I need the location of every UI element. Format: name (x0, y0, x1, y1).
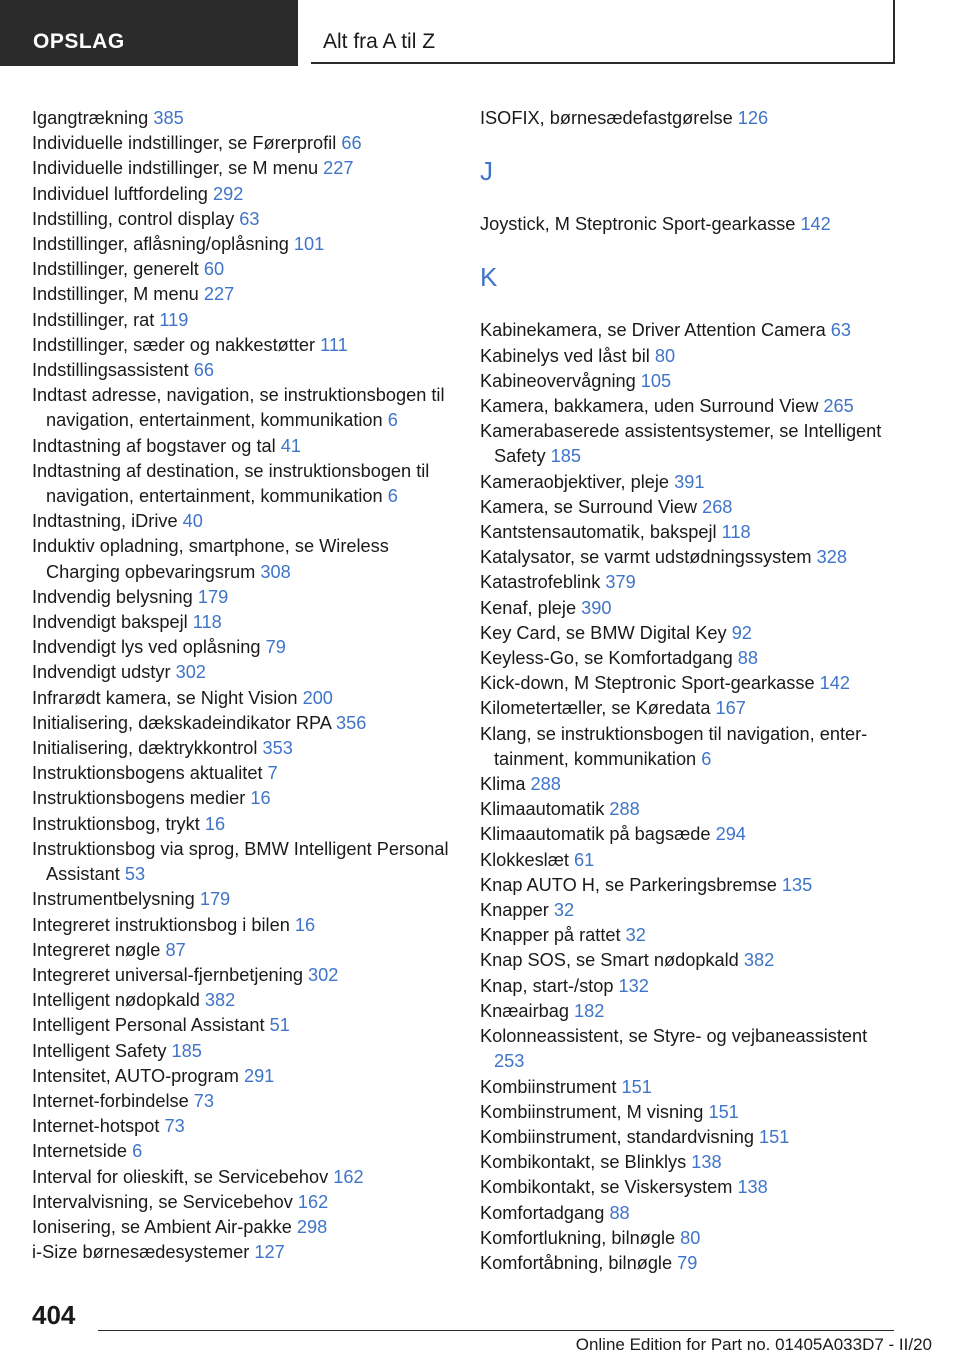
index-entry-text: Kamera, bakkamera, uden Surround View (480, 396, 819, 417)
index-entry (32, 131, 452, 156)
index-entry-text: Intelligent Safety (32, 1040, 167, 1061)
page-reference-link[interactable]: 127 (254, 1242, 285, 1263)
page-reference-link[interactable]: 390 (581, 597, 612, 618)
index-entry-text: Integreret nøgle (32, 939, 161, 960)
index-entry (32, 837, 452, 887)
page-reference-link[interactable]: 288 (609, 799, 640, 820)
page-reference-link[interactable]: 80 (680, 1227, 701, 1248)
index-entry-text: Knæairbag (480, 1000, 569, 1021)
page-reference-link[interactable]: 288 (530, 774, 561, 795)
index-entry-text: Kabinelys ved låst bil (480, 345, 650, 366)
index-entry-text: Komfortlukning, bilnøgle (480, 1227, 676, 1248)
index-entry-text: Katalysator, se varmt udstødningssystem (480, 547, 812, 568)
page-reference-link[interactable]: 179 (199, 889, 231, 910)
index-entry (32, 686, 452, 711)
index-entry-text: Kameraobjektiver, pleje (480, 471, 670, 492)
index-entry (32, 988, 452, 1013)
index-group-k (480, 318, 900, 1276)
page-reference-link[interactable]: 105 (640, 370, 672, 391)
page-reference-link[interactable]: 79 (677, 1252, 698, 1273)
index-entry (480, 344, 900, 369)
index-entry (480, 419, 900, 469)
index-letter-k: K (480, 262, 498, 293)
index-entry-text: Indtast adresse, navigation, se instruktionsbogen til navigation, entertainment, kommunikation (32, 385, 445, 431)
index-entry (480, 1175, 900, 1200)
index-entry-text: Internet-forbindelse (32, 1090, 189, 1111)
index-entry-text: Instruktionsbogens aktualitet (32, 763, 263, 784)
edition-note: Online Edition for Part no. 01405A033D7 - II/20 (575, 1335, 932, 1354)
page-reference-link[interactable]: 135 (781, 874, 813, 895)
index-entry-text: Indtastning, iDrive (32, 511, 178, 532)
index-entry-text: Knap, start-/stop (480, 975, 614, 996)
index-entry (480, 797, 900, 822)
index-entry (480, 1150, 900, 1175)
page-reference-link[interactable]: 308 (260, 561, 291, 582)
index-entry-text: Instruktionsbog via sprog, BMW Intelligent Personal Assistant (32, 838, 449, 885)
index-entry-text: Internet-hotspot (32, 1116, 160, 1137)
index-entry (480, 999, 900, 1024)
index-letter-j: J (480, 156, 493, 187)
index-entry-text: Infrarødt kamera, se Night Vision (32, 687, 298, 708)
index-entry (480, 974, 900, 999)
index-entry-text: ISOFIX, børnesædefastgørelse (480, 108, 733, 128)
index-entry-text: Knap AUTO H, se Parkeringsbremse (480, 874, 777, 895)
index-entry-text: Indvendigt udstyr (32, 662, 171, 683)
page-reference-link[interactable]: 51 (269, 1015, 290, 1036)
index-entry (480, 1251, 900, 1276)
index-column-left (32, 106, 452, 1265)
index-entry (32, 1190, 452, 1215)
index-entry (32, 333, 452, 358)
index-entry-text: Kick-down, M Steptronic Sport-gearkasse (480, 673, 815, 694)
page-reference-link[interactable]: 302 (308, 964, 339, 985)
index-entry (480, 898, 900, 923)
index-entry (32, 358, 452, 383)
page-reference-link[interactable]: 73 (164, 1116, 185, 1137)
index-entry-text: Instrumentbelysning (32, 889, 195, 910)
index-entry-text: Komfortåbning, bilnøgle (480, 1252, 673, 1273)
index-entry (480, 1201, 900, 1226)
index-entry-text: Indstillinger, aflåsning/oplåsning (32, 234, 289, 255)
page-reference-link[interactable]: 92 (731, 622, 752, 643)
page-reference-link[interactable]: 119 (159, 309, 189, 330)
index-entry-text: Komfortadgang (480, 1202, 605, 1223)
index-entry (480, 570, 900, 595)
page-reference-link[interactable]: 162 (333, 1166, 364, 1187)
index-entry (32, 434, 452, 459)
index-entry-text: Knapper på rattet (480, 925, 621, 946)
page-reference-link[interactable]: 268 (702, 496, 733, 517)
index-group-j (480, 212, 900, 237)
page-reference-link[interactable]: 227 (203, 284, 235, 305)
index-entry (480, 1226, 900, 1251)
footer-divider (98, 1330, 894, 1331)
index-entry (32, 207, 452, 232)
index-entry (32, 232, 452, 257)
index-entry-text: Klima (480, 774, 526, 795)
page-reference-link[interactable]: 379 (605, 572, 636, 593)
page-number: 404 (32, 1300, 76, 1330)
index-entry (32, 1039, 452, 1064)
index-entry-text: Indstillinger, M menu (32, 284, 199, 305)
page-reference-link[interactable]: 298 (296, 1216, 328, 1237)
index-entry-text: Igangtrækning (32, 108, 149, 128)
index-entry (32, 938, 452, 963)
index-entry-text: Kabinekamera, se Driver Attention Camera (480, 320, 826, 341)
index-entry (480, 495, 900, 520)
page-reference-link[interactable]: 142 (819, 673, 851, 694)
page-reference-link[interactable]: 61 (574, 849, 595, 870)
page-reference-link[interactable]: 63 (239, 208, 260, 229)
index-entry (480, 1125, 900, 1150)
page-reference-link[interactable]: 88 (737, 648, 759, 669)
index-entry (32, 786, 452, 811)
index-entry-text: Knap SOS, se Smart nødopkald (480, 950, 739, 971)
index-entry (480, 722, 900, 772)
page-reference-link[interactable]: 182 (574, 1000, 605, 1021)
page-reference-link[interactable]: 353 (262, 738, 293, 759)
page-reference-link[interactable]: 101 (293, 234, 325, 255)
index-entry (480, 1075, 900, 1100)
index-entry-text: Indvendigt bakspejl (32, 612, 188, 633)
index-entry (32, 1089, 452, 1114)
page-reference-link[interactable]: 265 (823, 396, 854, 417)
page-reference-link[interactable]: 132 (618, 975, 649, 996)
page-reference-link[interactable]: 253 (494, 1051, 525, 1072)
index-entry-text: Kombiinstrument, standardvisning (480, 1126, 754, 1147)
index-entry-text: Indtastning af bogstaver og tal (32, 435, 276, 456)
index-group-i-continued (480, 106, 900, 131)
page-reference-link[interactable]: 73 (193, 1090, 215, 1111)
index-entry-text: Klang, se instruktionsbogen til navigation, entertainment, kommunikation (480, 723, 868, 769)
page-reference-link[interactable]: 16 (204, 813, 226, 834)
index-entry-text: Induktiv opladning, smartphone, se Wireless Charging opbevaringsrum (32, 536, 389, 582)
index-entry (480, 772, 900, 797)
page-reference-link[interactable]: 162 (297, 1191, 329, 1212)
page-reference-link[interactable]: 32 (553, 900, 575, 921)
index-entry-text: Indstillinger, rat (32, 309, 155, 330)
page-reference-link[interactable]: 80 (654, 345, 676, 366)
page-reference-link[interactable]: 292 (213, 183, 244, 204)
page-reference-link[interactable]: 185 (171, 1040, 202, 1061)
index-entry-text: Intelligent nødopkald (32, 990, 200, 1011)
index-entry-text: Integreret universal-fjernbetjening (32, 964, 303, 985)
index-column-right (480, 106, 900, 1276)
index-entry-text: Kombiinstrument, M visning (480, 1101, 704, 1122)
index-entry (32, 106, 452, 131)
index-entry (32, 1013, 452, 1038)
page-reference-link[interactable]: 200 (302, 687, 333, 708)
page-reference-link[interactable]: 6 (387, 486, 398, 507)
index-entry-text: Initialisering, dæktrykkontrol (32, 738, 258, 759)
page-reference-link[interactable]: 151 (708, 1101, 739, 1122)
index-entry-text: Joystick, M Steptronic Sport-gearkasse (480, 214, 796, 235)
index-entry (32, 1064, 452, 1089)
index-entry-text: Katastrofeblink (480, 572, 601, 593)
index-entry (480, 822, 900, 847)
index-entry (480, 873, 900, 898)
index-entry (480, 212, 900, 237)
index-entry (32, 963, 452, 988)
index-entry-text: Indstillingsassistent (32, 360, 189, 381)
page-header (0, 0, 960, 66)
page-reference-link[interactable]: 63 (830, 320, 852, 341)
index-entry-text: Klimaautomatik (480, 799, 605, 820)
index-entry-text: Intensitet, AUTO-program (32, 1065, 239, 1086)
page-reference-link[interactable]: 6 (132, 1141, 143, 1162)
index-entry-text: Ionisering, se Ambient Air-pakke (32, 1216, 292, 1237)
page-reference-link[interactable]: 6 (701, 748, 712, 769)
index-entry-text: Klimaautomatik på bagsæde (480, 824, 711, 845)
index-entry-text: Indvendig belysning (32, 586, 193, 607)
index-entry (32, 635, 452, 660)
page-reference-link[interactable]: 294 (715, 824, 746, 845)
chapter-title: Alt fra A til Z (323, 30, 436, 53)
index-entry-text: Kamera, se Surround View (480, 496, 698, 517)
index-entry (32, 534, 452, 584)
index-entry (32, 1114, 452, 1139)
index-entry-text: Individuelle indstillinger, se Førerprofil (32, 133, 337, 154)
index-entry-text: i-Size børnesædesystemer (32, 1242, 250, 1263)
page-reference-link[interactable]: 66 (341, 133, 362, 154)
index-entry (32, 711, 452, 736)
page-reference-link[interactable]: 138 (691, 1152, 722, 1173)
index-entry (480, 696, 900, 721)
index-entry-text: Indstillinger, generelt (32, 259, 199, 280)
index-entry (480, 545, 900, 570)
page-reference-link[interactable]: 167 (715, 698, 746, 719)
index-entry-text: Interval for olieskift, se Servicebehov (32, 1166, 329, 1187)
index-entry-text: Individuel luftfordeling (32, 183, 208, 204)
index-entry-text: Knapper (480, 900, 549, 921)
index-entry-text: Kenaf, pleje (480, 597, 577, 618)
page-reference-link[interactable]: 291 (243, 1065, 275, 1086)
index-entry (480, 394, 900, 419)
index-entry (32, 257, 452, 282)
index-entry (32, 182, 452, 207)
page-reference-link[interactable]: 138 (737, 1177, 768, 1198)
page-reference-link[interactable]: 111 (320, 334, 348, 355)
index-entry (32, 383, 452, 433)
index-entry (32, 308, 452, 333)
index-entry (32, 610, 452, 635)
page-reference-link[interactable]: 382 (204, 990, 236, 1011)
index-entry-text: Indstillinger, sæder og nakkestøtter (32, 334, 316, 355)
page-reference-link[interactable]: 53 (124, 864, 146, 885)
index-entry-text: Kombikontakt, se Viskersystem (480, 1177, 733, 1198)
index-entry-text: Kolonneassistent, se Styre- og vejbaneassistent (480, 1026, 868, 1047)
index-entry (32, 736, 452, 761)
index-entry-text: Kabineovervågning (480, 370, 636, 391)
index-entry (480, 470, 900, 495)
index-entry-text: Keyless-Go, se Komfortadgang (480, 648, 733, 669)
index-entry-text: Individuelle indstillinger, se M menu (32, 158, 319, 179)
page-reference-link[interactable]: 16 (294, 914, 316, 935)
index-entry-text: Klokkeslæt (480, 849, 569, 870)
page-reference-link[interactable]: 87 (165, 939, 186, 960)
index-entry-text: Initialisering, dækskadeindikator RPA (32, 712, 331, 733)
page-reference-link[interactable]: 151 (759, 1126, 790, 1147)
page-reference-link[interactable]: 7 (267, 763, 278, 784)
index-entry (32, 913, 452, 938)
index-entry (32, 156, 452, 181)
index-entry-text: Integreret instruktionsbog i bilen (32, 914, 290, 935)
index-entry-text: Kombikontakt, se Blinklys (480, 1152, 687, 1173)
index-entry (480, 596, 900, 621)
page-reference-link[interactable]: 356 (335, 712, 367, 733)
index-entry-text: Intervalvisning, se Servicebehov (32, 1191, 293, 1212)
page-reference-link[interactable]: 302 (175, 662, 206, 683)
page-reference-link[interactable]: 16 (250, 788, 271, 809)
page-reference-link[interactable]: 142 (800, 214, 831, 235)
index-entry (480, 1024, 900, 1074)
page-reference-link[interactable]: 88 (609, 1202, 630, 1223)
index-entry (480, 369, 900, 394)
index-entry (32, 1139, 452, 1164)
page-reference-link[interactable]: 6 (387, 410, 398, 431)
index-entry (32, 585, 452, 610)
index-entry-text: Instruktionsbog, trykt (32, 813, 200, 834)
section-tab (0, 0, 298, 66)
index-entry (480, 318, 900, 343)
index-entry (480, 848, 900, 873)
page-reference-link[interactable]: 118 (721, 522, 751, 543)
index-entry (32, 887, 452, 912)
page-reference-link[interactable]: 385 (153, 108, 184, 128)
page-reference-link[interactable]: 66 (193, 360, 214, 381)
index-entry (32, 1215, 452, 1240)
index-entry-text: Indstilling, control display (32, 208, 235, 229)
index-entry-text: Kombiinstrument (480, 1076, 617, 1097)
index-entry (32, 459, 452, 509)
page-reference-link[interactable]: 79 (265, 637, 286, 658)
index-entry (480, 520, 900, 545)
index-entry-text: Indtastning af destination, se instruktionsbogen til navigation, entertainment, kommunikation (32, 460, 430, 507)
index-entry (32, 1240, 452, 1265)
page-reference-link[interactable]: 185 (550, 446, 581, 467)
index-entry (32, 761, 452, 786)
index-entry (32, 282, 452, 307)
chapter-box (311, 0, 895, 64)
page-reference-link[interactable]: 60 (203, 259, 225, 280)
index-entry-text: Kamerabaserede assistentsystemer, se Intelligent Safety (480, 421, 882, 467)
section-title: OPSLAG (33, 30, 125, 53)
index-entry (32, 509, 452, 534)
page-reference-link[interactable]: 118 (192, 612, 222, 633)
page-reference-link[interactable]: 382 (743, 950, 775, 971)
index-entry-text: Instruktionsbogens medier (32, 788, 246, 809)
index-entry (32, 660, 452, 685)
index-entry (480, 646, 900, 671)
page-reference-link[interactable]: 126 (737, 108, 769, 128)
index-entry (480, 106, 900, 131)
index-entry-text: Kantstensautomatik, bakspejl (480, 522, 717, 543)
page-reference-link[interactable]: 40 (182, 511, 203, 532)
page-reference-link[interactable]: 151 (621, 1076, 652, 1097)
page-reference-link[interactable]: 32 (625, 925, 646, 946)
page-reference-link[interactable]: 391 (674, 471, 705, 492)
page-reference-link[interactable]: 179 (197, 586, 229, 607)
page-reference-link[interactable]: 41 (280, 435, 301, 456)
page-reference-link[interactable]: 328 (816, 547, 847, 568)
index-entry (480, 671, 900, 696)
index-entry (32, 812, 452, 837)
index-entry (480, 948, 900, 973)
index-entry-text: Indvendigt lys ved oplåsning (32, 637, 261, 658)
index-entry (480, 923, 900, 948)
index-entry-text: Key Card, se BMW Digital Key (480, 622, 727, 643)
index-entry (32, 1165, 452, 1190)
page-reference-link[interactable]: 227 (323, 158, 354, 179)
index-entry (480, 1100, 900, 1125)
index-entry-text: Intelligent Personal Assistant (32, 1015, 265, 1036)
index-entry-text: Kilometertæller, se Køredata (480, 698, 711, 719)
index-entry-text: Internetside (32, 1141, 128, 1162)
index-entry (480, 621, 900, 646)
